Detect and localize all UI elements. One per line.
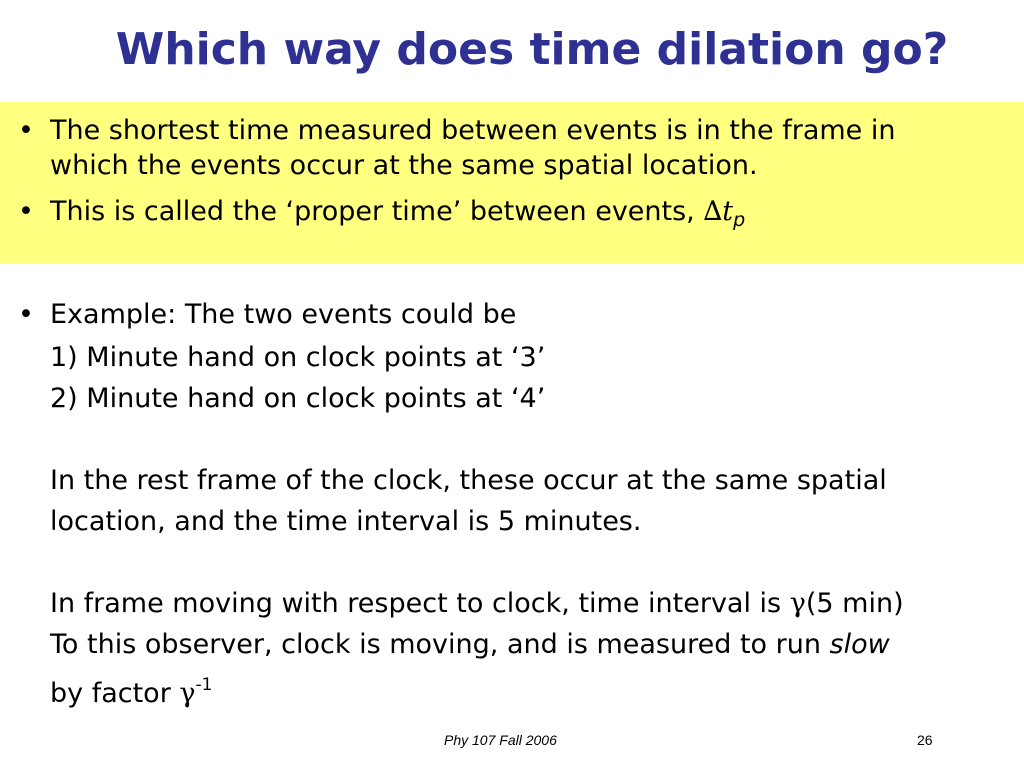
moving-frame-line-3 — [50, 668, 212, 711]
bullet-dot: • — [18, 299, 34, 330]
bullet-line-1: The shortest time measured between events is in the frame in — [50, 115, 896, 146]
rest-frame-line-2: location, and the time interval is 5 minutes. — [50, 506, 642, 537]
bullet-dot: • — [18, 115, 34, 146]
event-2-line: 2) Minute hand on clock points at ‘4’ — [50, 383, 546, 414]
moving-frame-line-1 — [50, 586, 904, 621]
proper-time-text: This is called the ‘proper time’ between events, — [50, 196, 704, 227]
p-subscript: p — [733, 209, 746, 231]
bullet-line-2: which the events occur at the same spatial location. — [50, 150, 758, 181]
event-1-line: 1) Minute hand on clock points at ‘3’ — [50, 342, 546, 373]
footer-course: Phy 107 Fall 2006 — [444, 732, 557, 748]
footer-page-number: 26 — [917, 732, 933, 748]
moving-frame-value: (5 min) — [805, 588, 904, 619]
bullet-text — [50, 194, 745, 238]
moving-frame-line-2 — [50, 627, 890, 662]
bullet-text: Example: The two events could be — [50, 299, 517, 330]
slide-title: Which way does time dilation go? — [115, 24, 949, 75]
rest-frame-line-1: In the rest frame of the clock, these occur at the same spatial — [50, 465, 887, 496]
t-symbol: t — [722, 196, 734, 227]
bullet-dot: • — [18, 196, 34, 227]
inverse-superscript: -1 — [195, 675, 213, 695]
delta-symbol: ∆ — [703, 196, 723, 227]
factor-text: by factor — [50, 678, 180, 709]
moving-frame-text: In frame moving with respect to clock, time interval is — [50, 588, 790, 619]
slow-word: slow — [829, 629, 890, 660]
observer-text: To this observer, clock is moving, and is measured to run — [50, 629, 830, 660]
gamma-symbol: γ — [789, 588, 806, 619]
bullet-text — [50, 113, 895, 183]
gamma-symbol: γ — [179, 678, 196, 709]
